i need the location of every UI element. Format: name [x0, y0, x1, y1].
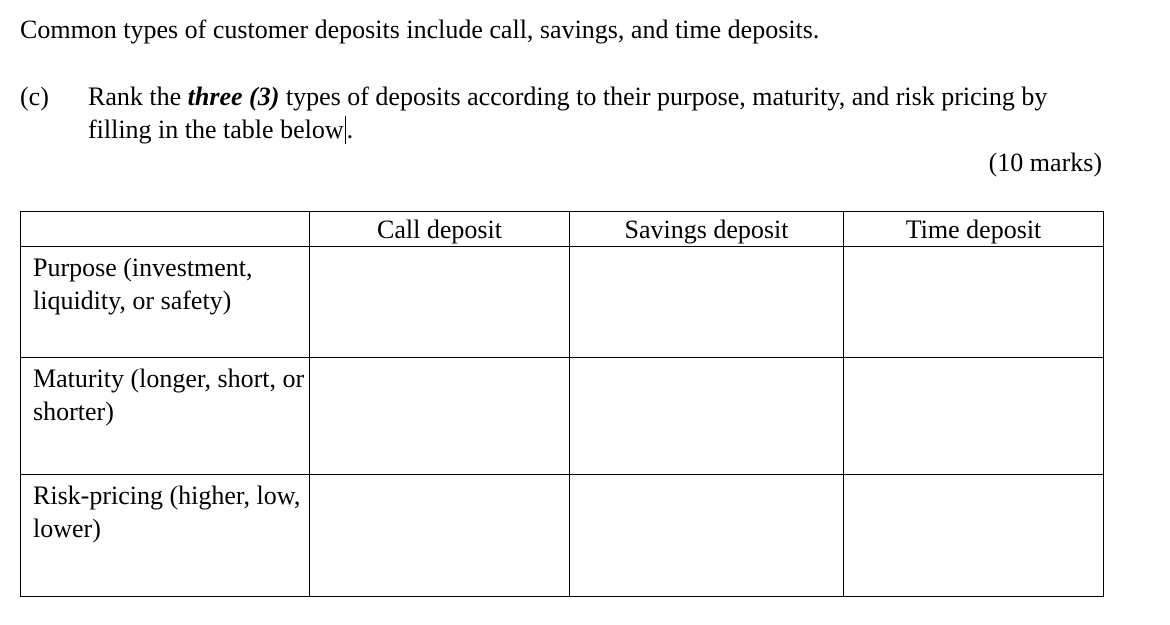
deposit-ranking-table — [20, 211, 1104, 597]
marks-label: (10 marks) — [988, 148, 1102, 177]
table-row-purpose — [21, 247, 1104, 358]
header-call-deposit: Call deposit — [310, 212, 570, 247]
header-time-deposit: Time deposit — [844, 212, 1104, 247]
question-label: (c) — [20, 82, 49, 111]
table-row-maturity — [21, 358, 1104, 475]
cell-risk-savings[interactable] — [570, 475, 844, 597]
cell-purpose-time[interactable] — [844, 247, 1104, 358]
cell-purpose-savings[interactable] — [570, 247, 844, 358]
question-text-after: types of deposits according to their purpose, maturity, and risk pricing by filling in the table below — [88, 82, 1048, 144]
text-cursor — [345, 116, 346, 144]
row-label-purpose: Purpose (investment, liquidity, or safety) — [21, 247, 310, 358]
row-label-risk-pricing: Risk-pricing (higher, low, lower) — [21, 475, 310, 597]
cell-maturity-savings[interactable] — [570, 358, 844, 475]
cell-risk-call[interactable] — [310, 475, 570, 597]
header-savings-deposit: Savings deposit — [570, 212, 844, 247]
intro-text: Common types of customer deposits include call, savings, and time deposits. — [20, 15, 820, 44]
question-text-before: Rank the — [88, 82, 188, 111]
cell-maturity-call[interactable] — [310, 358, 570, 475]
table-row-risk-pricing — [21, 475, 1104, 597]
table-header-row — [21, 212, 1104, 247]
cell-purpose-call[interactable] — [310, 247, 570, 358]
question-emphasis: three (3) — [187, 82, 280, 111]
cell-risk-time[interactable] — [844, 475, 1104, 597]
question-text-end: . — [346, 115, 354, 144]
cell-maturity-time[interactable] — [844, 358, 1104, 475]
question-text — [88, 80, 1104, 146]
row-label-maturity: Maturity (longer, short, or shorter) — [21, 358, 310, 475]
header-cell-empty — [21, 212, 310, 247]
